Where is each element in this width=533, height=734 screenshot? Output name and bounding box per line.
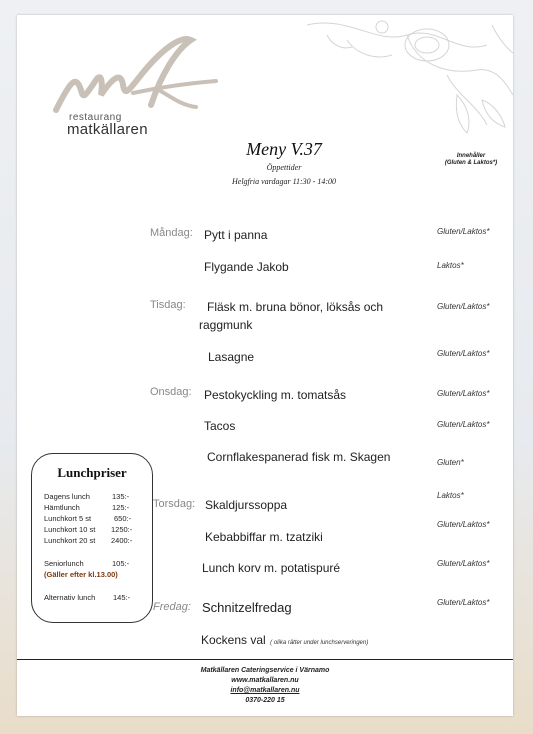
dish-item: Lunch korv m. potatispuré xyxy=(202,561,341,575)
price-value: 135:- xyxy=(112,492,130,501)
senior-price-note: (Gäller efter kl.13.00) xyxy=(44,570,118,579)
price-label: Lunchkort 10 st xyxy=(44,525,96,534)
opening-hours: Helgfria vardagar 11:30 - 14:00 xyxy=(232,177,336,186)
dish-item: Tacos xyxy=(204,419,236,433)
price-value: 2400:- xyxy=(111,536,133,545)
price-value: 105:- xyxy=(112,559,130,568)
lunch-price-title: Lunchpriser xyxy=(57,465,127,480)
footer-divider xyxy=(17,659,513,660)
logo-restaurang-text: restaurang xyxy=(69,112,122,123)
day-label-thursday: Torsdag: xyxy=(153,498,196,510)
allergen-tag: Gluten/Laktos* xyxy=(437,559,490,568)
opening-label: Öppettider xyxy=(266,163,302,172)
lunch-price-box xyxy=(31,453,153,623)
page-title: Meny V.37 xyxy=(246,139,322,159)
day-label-friday: Fredag: xyxy=(153,601,191,613)
allergen-tag: Gluten/Laktos* xyxy=(437,598,490,607)
price-value: 125:- xyxy=(112,503,130,512)
allergen-tag: Gluten/Laktos* xyxy=(437,227,490,236)
menu-page xyxy=(17,15,513,716)
dish-item: Kockens val xyxy=(201,633,266,647)
dish-item: Schnitzelfredag xyxy=(202,600,292,615)
dish-item: Flygande Jakob xyxy=(204,260,289,274)
allergen-legend-text: (Gluten & Laktos*) xyxy=(444,160,498,166)
allergen-tag: Gluten* xyxy=(437,458,464,467)
footer-phone: 0370-220 15 xyxy=(245,697,285,704)
dish-item: Cornflakespanerad fisk m. Skagen xyxy=(207,450,391,464)
footer-email-link[interactable]: info@matkallaren.nu xyxy=(230,687,300,694)
footer-website-link[interactable]: www.matkallaren.nu xyxy=(231,677,299,684)
day-label-wednesday: Onsdag: xyxy=(150,386,192,398)
dish-item: Pestokyckling m. tomatsås xyxy=(204,388,347,402)
price-value: 145:- xyxy=(113,593,131,602)
price-label: Lunchkort 5 st xyxy=(44,514,92,523)
dish-item: Kebabbiffar m. tzatziki xyxy=(205,530,323,544)
price-label: Alternativ lunch xyxy=(44,593,96,602)
price-label: Hämtlunch xyxy=(44,503,80,512)
dish-note: ( olika rätter under lunchserveringen) xyxy=(270,640,369,646)
logo-name-text: matkällaren xyxy=(67,121,148,138)
allergen-tag: Gluten/Laktos* xyxy=(437,520,490,529)
price-value: 1250:- xyxy=(111,525,133,534)
dish-item: Fläsk m. bruna bönor, löksås och xyxy=(207,300,384,314)
footer-company: Matkällaren Cateringservice i Värnamo xyxy=(200,667,330,674)
allergen-tag: Laktos* xyxy=(437,261,464,270)
dish-item: Pytt i panna xyxy=(204,228,268,242)
price-label: Lunchkort 20 st xyxy=(44,536,96,545)
logo-mark-icon xyxy=(51,35,221,115)
dish-item: Skaldjurssoppa xyxy=(205,498,288,512)
allergen-tag: Gluten/Laktos* xyxy=(437,420,490,429)
day-label-tuesday: Tisdag: xyxy=(150,299,186,311)
dish-item-continued: raggmunk xyxy=(199,318,253,332)
allergen-tag: Gluten/Laktos* xyxy=(437,302,490,311)
allergen-tag: Gluten/Laktos* xyxy=(437,349,490,358)
price-label: Dagens lunch xyxy=(44,492,90,501)
dish-item-with-note xyxy=(201,631,368,649)
allergen-tag: Gluten/Laktos* xyxy=(437,389,490,398)
floral-decoration-icon xyxy=(287,15,513,145)
allergen-tag: Laktos* xyxy=(437,491,464,500)
price-label: Seniorlunch xyxy=(44,559,84,568)
dish-item: Lasagne xyxy=(208,350,255,364)
allergen-legend-title: Innehåller xyxy=(456,153,486,159)
price-value: 650:- xyxy=(114,514,132,523)
day-label-monday: Måndag: xyxy=(150,227,193,239)
